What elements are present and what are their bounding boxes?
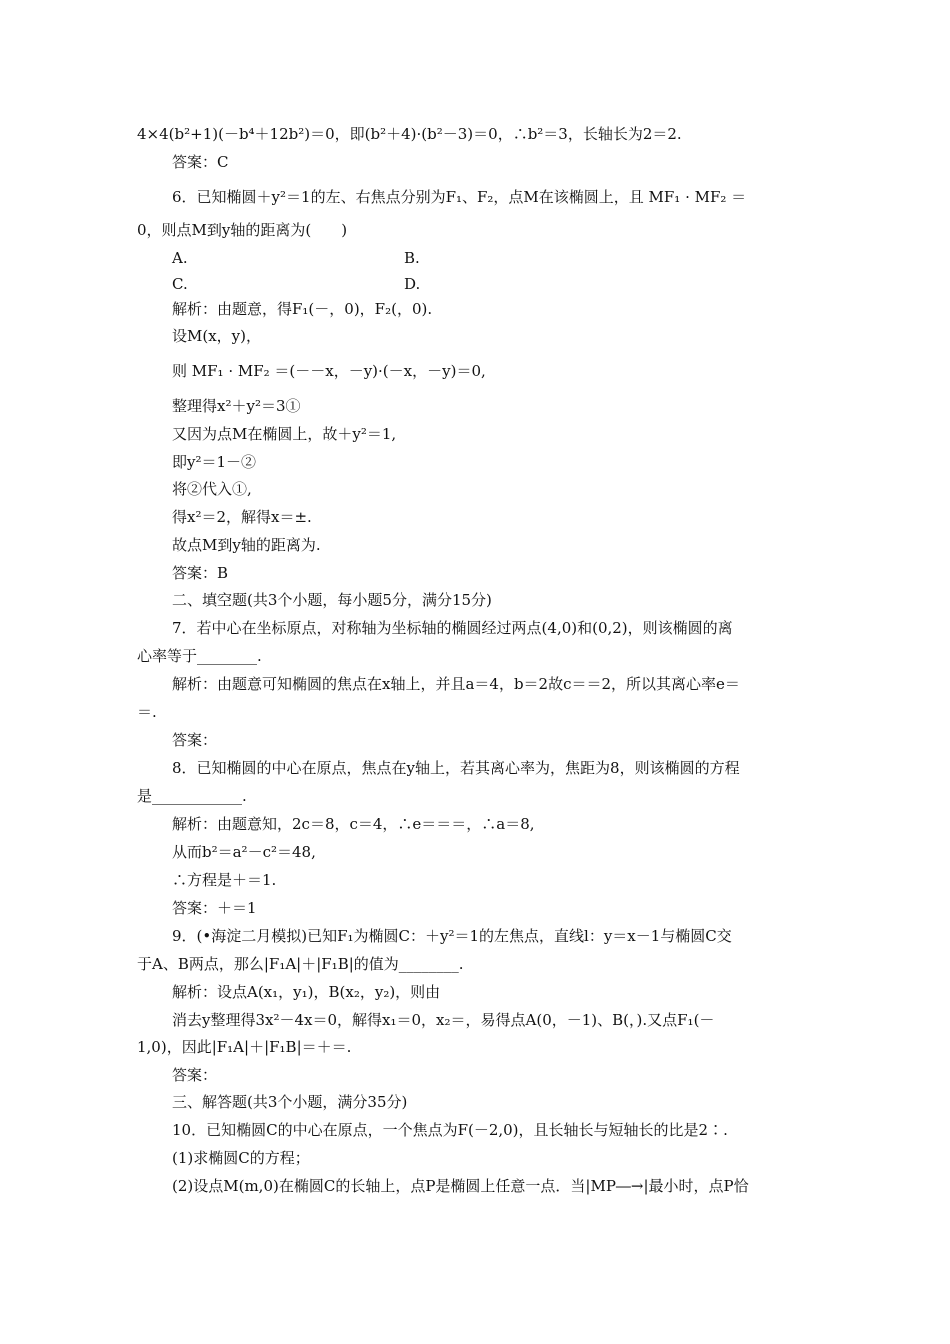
text-line: 消去y整理得3x²－4x＝0，解得x₁＝0，x₂＝，易得点A(0，－1)、B(，).又点F₁(－	[172, 1011, 715, 1029]
question-7: 7．若中心在坐标原点，对称轴为坐标轴的椭圆经过两点(4,0)和(0,2)，则该椭圆的离	[172, 619, 733, 637]
text-line: 答案：	[172, 1066, 218, 1084]
option-a: A.	[172, 249, 188, 267]
text-line: 答案：B	[172, 564, 229, 582]
question-6: 6．已知椭圆＋y²＝1的左、右焦点分别为F₁、F₂，点M在该椭圆上，且 MF₁ · MF₂ ＝	[172, 188, 747, 206]
question-10: 10．已知椭圆C的中心在原点，一个焦点为F(－2,0)，且长轴长与短轴长的比是2∶.	[172, 1121, 728, 1139]
text-line: ∴方程是＋＝1.	[172, 871, 277, 889]
text-line: 整理得x²＋y²＝3①	[172, 397, 301, 415]
text-line: 解析：由题意，得F₁(－，0)，F₂(，0).	[172, 300, 433, 318]
text-line: 解析：由题意可知椭圆的焦点在x轴上，并且a＝4，b＝2故c＝＝2，所以其离心率e＝	[172, 675, 740, 693]
text-line: 将②代入①,	[172, 480, 252, 498]
text-line: 是____________.	[137, 787, 247, 805]
text-line: 答案：＋＝1	[172, 899, 257, 917]
text-line: 解析：由题意知，2c＝8，c＝4，∴e＝＝＝，∴a＝8,	[172, 815, 535, 833]
question-8: 8．已知椭圆的中心在原点，焦点在y轴上，若其离心率为，焦距为8，则该椭圆的方程	[172, 759, 740, 777]
text-line: 设M(x，y)，	[172, 327, 261, 345]
text-line: 心率等于________.	[137, 647, 262, 665]
text-line: 答案：	[172, 731, 218, 749]
text-line: (2)设点M(m,0)在椭圆C的长轴上，点P是椭圆上任意一点．当|MP―→|最小时，点P恰	[172, 1177, 749, 1195]
section-heading: 二、填空题(共3个小题，每小题5分，满分15分)	[172, 591, 492, 609]
text-line: 又因为点M在椭圆上，故＋y²＝1,	[172, 425, 397, 443]
text-line: 则 MF₁ · MF₂ ＝(－－x，－y)·(－x，－y)＝0,	[172, 362, 486, 380]
text-line: 即y²＝1－②	[172, 453, 257, 471]
section-heading: 三、解答题(共3个小题，满分35分)	[172, 1093, 408, 1111]
text-line: 得x²＝2，解得x＝±.	[172, 508, 312, 526]
text-line: 解析：设点A(x₁，y₁)，B(x₂，y₂)，则由	[172, 983, 441, 1001]
text-line: 0，则点M到y轴的距离为( )	[137, 221, 348, 239]
option-d: D.	[404, 275, 421, 293]
text-line: (1)求椭圆C的方程；	[172, 1149, 310, 1167]
text-line: 从而b²＝a²－c²＝48,	[172, 843, 316, 861]
text-line: 于A、B两点，那么|F₁A|＋|F₁B|的值为________.	[137, 955, 464, 973]
text-line: 4×4(b²+1)(－b⁴＋12b²)＝0，即(b²＋4)·(b²－3)＝0，∴b²＝3，长轴长为2＝2.	[137, 125, 682, 143]
question-9: 9．(•海淀二月模拟)已知F₁为椭圆C：＋y²＝1的左焦点，直线l：y＝x－1与椭圆C交	[172, 927, 732, 945]
text-line: 答案：C	[172, 153, 229, 171]
option-b: B.	[404, 249, 420, 267]
text-line: ＝.	[137, 703, 157, 721]
text-line: 1,0)，因此|F₁A|＋|F₁B|＝＋＝.	[137, 1038, 352, 1056]
text-line: 故点M到y轴的距离为.	[172, 536, 321, 554]
option-c: C.	[172, 275, 188, 293]
